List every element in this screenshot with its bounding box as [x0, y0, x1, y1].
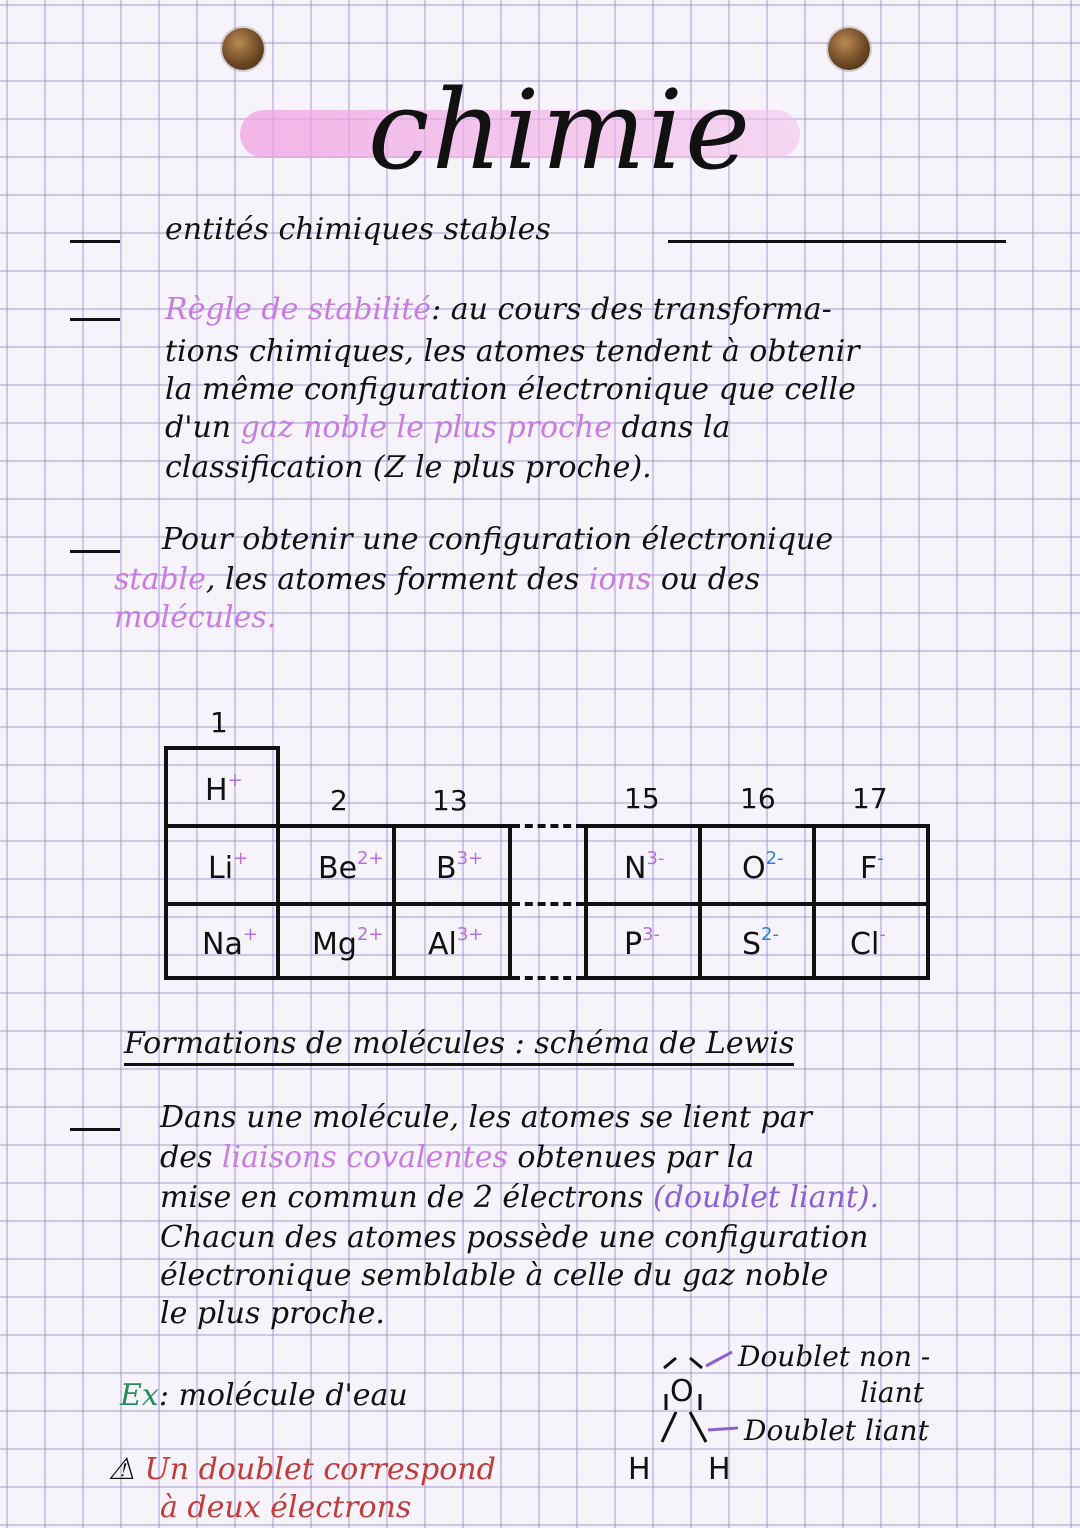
section-heading-lewis: Formations de molécules : schéma de Lewis: [124, 1026, 794, 1066]
label-doublet-non-liant-1: Doublet non -: [738, 1340, 931, 1373]
highlight-ions: ions: [588, 562, 652, 597]
highlight-molecules: molécules.: [114, 600, 277, 635]
para2-line-1: Pour obtenir une configuration électronique: [162, 522, 834, 557]
rule-line-1-text: : au cours des transforma-: [431, 292, 832, 327]
lewis-oxygen: O: [670, 1374, 694, 1409]
example-line: [120, 1378, 408, 1413]
lewis-line-1: Dans une molécule, les atomes se lient par: [160, 1100, 812, 1135]
para2-line-2: [114, 562, 760, 597]
rule-term: Règle de stabilité: [165, 292, 432, 327]
example-text: : molécule d'eau: [158, 1378, 408, 1413]
table-gap-dash-bottom: [512, 976, 584, 980]
section-heading-entites: entités chimiques stables: [165, 212, 551, 247]
lewis-hydrogen-left: H: [628, 1452, 651, 1487]
page-title: chimie: [367, 66, 753, 194]
lewis-line-3-pre: mise en commun de 2 électrons: [160, 1180, 644, 1215]
lewis-hydrogen-right: H: [708, 1452, 731, 1487]
col-label-15: 15: [624, 782, 660, 815]
highlight-liaisons-covalentes: liaisons covalentes: [221, 1140, 508, 1175]
ion-P: $P^{3-}$: [624, 924, 661, 962]
binder-hole-right: [828, 28, 870, 70]
label-doublet-non-liant-2: liant: [860, 1376, 924, 1409]
heading-rule: [668, 240, 1006, 243]
ion-Mg: $Mg^{2+}$: [312, 924, 384, 962]
para2-line-2-mid: , les atomes forment des: [205, 562, 580, 597]
rule-line-4: [165, 410, 730, 445]
ion-N: $N^{3-}$: [624, 848, 665, 886]
col-label-2: 2: [330, 784, 348, 817]
rule-line-3: la même configuration électronique que celle: [165, 372, 856, 407]
rule-line-5: classification (Z le plus proche).: [165, 450, 652, 485]
rule-line-4-post: dans la: [621, 410, 731, 445]
ion-Be: $Be^{2+}$: [318, 848, 384, 886]
rule-line-2: tions chimiques, les atomes tendent à obtenir: [165, 334, 860, 369]
ion-B: $B^{3+}$: [436, 848, 484, 886]
ion-Li: Li+: [208, 848, 249, 886]
rule-line-1: [165, 292, 832, 327]
margin-dash: [70, 550, 120, 553]
ion-O: $O^{2-}$: [742, 848, 784, 886]
rule-line-4-pre: d'un: [165, 410, 232, 445]
margin-dash: [70, 240, 120, 243]
ion-S: $S^{2-}$: [742, 924, 779, 962]
highlight-stable: stable: [114, 562, 206, 597]
lewis-line-2-pre: des: [160, 1140, 213, 1175]
col-label-16: 16: [740, 782, 776, 815]
ion-Al: $Al^{3+}$: [428, 924, 484, 962]
ion-H: H+: [205, 770, 243, 808]
example-label: Ex: [120, 1378, 159, 1413]
margin-dash: [70, 318, 120, 321]
highlight-doublet-liant: (doublet liant).: [653, 1180, 880, 1215]
col-label-13: 13: [432, 784, 468, 817]
warning-line-1: [108, 1452, 496, 1487]
rule-highlight-gaz-noble: gaz noble le plus proche: [240, 410, 612, 445]
label-doublet-liant: Doublet liant: [744, 1414, 929, 1447]
lewis-line-2-post: obtenues par la: [517, 1140, 755, 1175]
margin-dash: [70, 1128, 120, 1131]
warning-text-2: à deux électrons: [160, 1490, 412, 1525]
lewis-line-5: électronique semblable à celle du gaz noble: [160, 1258, 829, 1293]
ion-Cl: Cl-: [850, 924, 886, 962]
lewis-line-2: [160, 1140, 754, 1175]
lewis-line-3: [160, 1180, 879, 1215]
ion-F: F-: [860, 848, 884, 886]
title-block: [240, 60, 820, 210]
col-label-17: 17: [852, 782, 888, 815]
warning-text-1: Un doublet correspond: [144, 1452, 496, 1487]
table-gap-dash-mid: [512, 902, 584, 906]
warning-icon: ⚠: [108, 1452, 135, 1487]
table-gap-dash-top: [512, 824, 584, 828]
para2-line-2-post: ou des: [660, 562, 761, 597]
lewis-line-4: Chacun des atomes possède une configuration: [160, 1220, 869, 1255]
ion-Na: Na+: [202, 924, 258, 962]
col-label-1: 1: [210, 706, 228, 739]
lewis-line-6: le plus proche.: [160, 1296, 385, 1331]
